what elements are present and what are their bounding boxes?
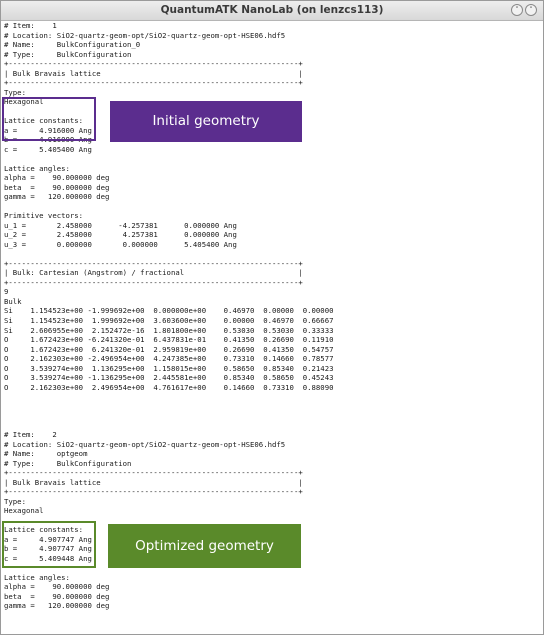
log-line: O 3.539274e+00 -1.136295e+00 2.445581e+00 0.85340 0.58650 0.45243 [4,373,334,383]
close-icon[interactable]: ˄ [525,4,537,16]
log-line: +------------------------------------------------------------------+ [4,78,303,88]
log-line: | Bulk Bravais lattice | [4,68,303,78]
log-line: Hexagonal [4,97,44,107]
log-line: +------------------------------------------------------------------+ [4,487,303,497]
log-line: 9 [4,287,9,297]
log-line: Type: [4,87,26,97]
log-line: Si 1.154523e+00 1.999692e+00 3.603600e+00 0.00000 0.46970 0.66667 [4,315,334,325]
log-line: u_2 = 2.458000 4.257381 0.000000 Ang [4,230,237,240]
initial-geometry-label: Initial geometry [110,101,302,142]
log-line: Lattice angles: [4,572,70,582]
log-line: alpha = 90.000000 deg [4,582,110,592]
log-line: +------------------------------------------------------------------+ [4,468,303,478]
log-line: b = 4.916000 Ang [4,135,92,145]
log-line: c = 5.409448 Ang [4,553,92,563]
log-line: Hexagonal [4,506,44,516]
log-line: beta = 90.000000 deg [4,182,110,192]
log-line [4,154,540,164]
log-line: O 2.162303e+00 2.496954e+00 4.761617e+00 0.14660 0.73310 0.88090 [4,382,334,392]
log-line: Type: [4,496,26,506]
log-line: # Type: BulkConfiguration [4,49,132,59]
log-line: # Type: BulkConfiguration [4,458,132,468]
log-line: # Item: 2 [4,430,57,440]
log-line: # Item: 1 [4,21,57,30]
log-line: alpha = 90.000000 deg [4,173,110,183]
optimized-lattice-highlight [2,521,96,568]
log-line: gamma = 120.000000 deg [4,192,110,202]
log-line [4,249,540,259]
log-line: | Bulk: Cartesian (Angstrom) / fractional | [4,268,303,278]
log-line: # Location: SiO2-quartz-geom-opt/SiO2-quartz-geom-opt-HSE06.hdf5 [4,439,286,449]
log-line: gamma = 120.000000 deg [4,601,110,611]
log-line [4,402,540,412]
log-line: +------------------------------------------------------------------+ [4,258,303,268]
log-line: Primitive vectors: [4,211,84,221]
log-line [4,411,540,421]
log-line: Lattice constants: [4,116,84,126]
log-line: c = 5.405400 Ang [4,144,92,154]
log-line: Lattice constants: [4,525,84,535]
log-line: u_3 = 0.000000 0.000000 5.405400 Ang [4,239,237,249]
title-bar[interactable] [1,1,543,21]
log-line: Bulk [4,296,22,306]
minimize-icon[interactable]: ˅ [511,4,523,16]
log-line: O 1.672423e+00 -6.241320e-01 6.437831e-01 0.41350 0.26690 0.11910 [4,335,334,345]
log-line: +------------------------------------------------------------------+ [4,277,303,287]
optimized-geometry-label: Optimized geometry [108,524,301,568]
log-line [4,202,540,212]
log-line: a = 4.916000 Ang [4,125,92,135]
log-line: b = 4.907747 Ang [4,544,92,554]
log-line: # Name: BulkConfiguration_0 [4,40,141,50]
window-title: QuantumATK NanoLab (on lenzcs113) [160,4,384,16]
log-line: u_1 = 2.458000 -4.257381 0.000000 Ang [4,220,237,230]
log-line: O 2.162303e+00 -2.496954e+00 4.247385e+00 0.73310 0.14660 0.78577 [4,354,334,364]
log-line: # Name: optgeom [4,449,88,459]
log-line: a = 4.907747 Ang [4,534,92,544]
log-line: # Location: SiO2-quartz-geom-opt/SiO2-quartz-geom-opt-HSE06.hdf5 [4,30,286,40]
log-line: beta = 90.000000 deg [4,591,110,601]
log-line: Si 2.606955e+00 2.152472e-16 1.801800e+00 0.53030 0.53030 0.33333 [4,325,334,335]
log-line: | Bulk Bravais lattice | [4,477,303,487]
initial-lattice-highlight [2,97,96,141]
log-line: Lattice angles: [4,163,70,173]
log-line: O 3.539274e+00 1.136295e+00 1.158015e+00 0.58650 0.85340 0.21423 [4,363,334,373]
log-line: O 1.672423e+00 6.241320e-01 2.959819e+00 0.26690 0.41350 0.54757 [4,344,334,354]
log-line: Si 1.154523e+00 -1.999692e+00 0.000000e+00 0.46970 0.00000 0.00000 [4,306,334,316]
log-line [4,421,540,431]
log-line: +------------------------------------------------------------------+ [4,59,303,69]
log-line [4,392,540,402]
